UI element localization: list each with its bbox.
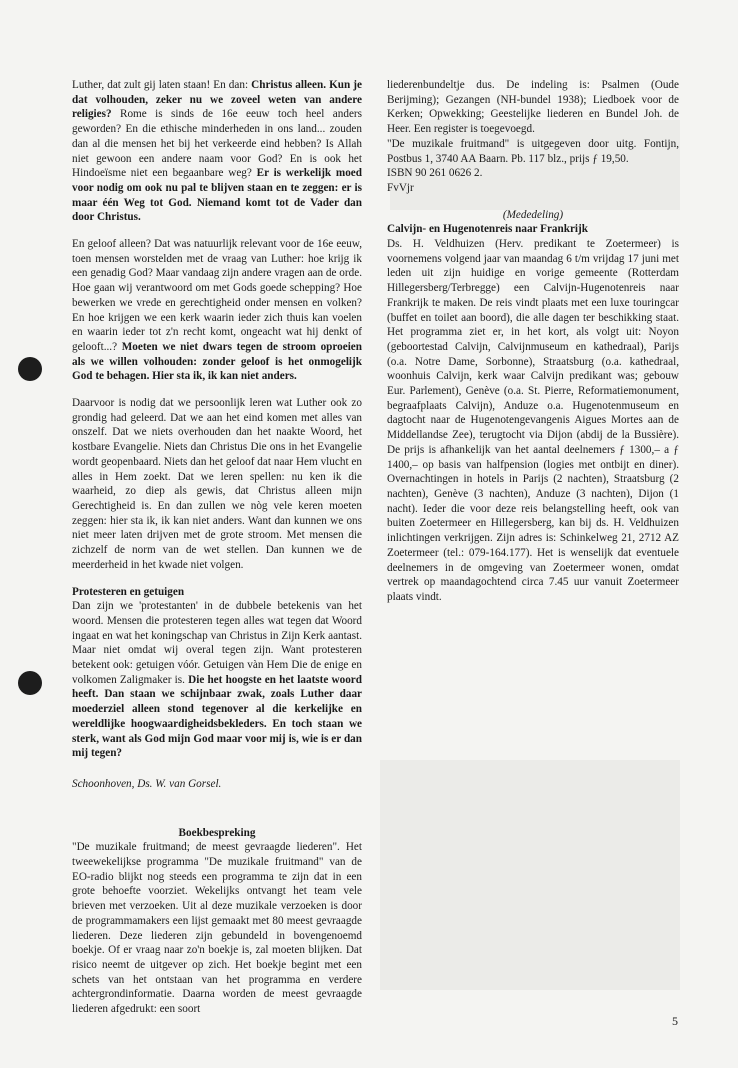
emphasis: Moeten we niet dwars tegen de stroom oproeien als we willen volhouden: zonder geloof is het onmogelijk God te behagen. Hier sta ik, ik kan niet anders. (72, 340, 362, 383)
travel-paragraph: Ds. H. Veldhuizen (Herv. predikant te Zoetermeer) is voornemens volgend jaar van maandag 6 t/m vrijdag 17 juni met leden uit zijn huidige en vorige gemeente (Rotterdam Hillegersberg/Terbregge) een Calvijn-Hugenotenreis naar Frankrijk te maken. De reis vindt plaats met een luxe touringcar (buffet en toilet aan boord), die alle dagen ter beschikking staat. Het programma ziet er, in het kort, als volgt uit: Noyon (geboortestad Calvijn, Calvijnmuseum en kathedraal), Parijs (o.a. Notre Dame, Sorbonne), Straatsburg (o.a. kathedraal, woonhuis Calvijn, kerk waar Calvijn predikant was; gebouw Eur. Parlement), Genève (o.a. St. Pierre, Reformatiemonument, begraafplaats Calvijn), Anduze o.a. Hugenotenmuseum en dagtocht naar de Hugenotengevangenis Aigues Mortes aan de Middellandse Zee), terugtocht via Dijon (abdij de la Bussière). De prijs is afhankelijk van het aantal deelnemers ƒ 1300,– a ƒ 1400,– op basis van halfpension (logies met ontbijt en diner). Overnachtingen in hotels in Parijs (2 nachten), Straatsburg (2 nachten), Genève (3 nachten), Anduze (3 nachten), Dijon (1 nacht). Ieder die voor deze reis belangstelling heeft, ook van buiten Zoetermeer en Hillegersberg, kan bij ds. H. Veldhuizen inlichtingen verkrijgen. Zijn adres is: Schinkelweg 21, 2712 AZ Zoetermeer (tel.: 079-164.177). Het is wenselijk dat eventuele deelnemers in de omgeving van Zoetermeer wonen, omdat vertrek op maandagochtend circa 7.45 uur vanuit Zoetermeer plaats vindt. (387, 238, 679, 603)
bleed-through-bottom (380, 760, 680, 990)
isbn: ISBN 90 261 0626 2. (387, 167, 483, 180)
paragraph-2: En geloof alleen? Dat was natuurlijk relevant voor de 16e eeuw, toen mensen worstelden met de vraag van Luther: hoe krijg ik een genadig God? Maar vandaag zijn andere vragen aan de orde. Hoe gaan wij verantwoord om met Gods goede schepping? Hoe bewerken we vrede en gerechtigheid onder mensen en volken? En hoe krijgen we een kerk waarin ieder zich thuis kan voelen en waarin ieder tot z'n recht komt, ongeacht wat hij denkt of gelooft...? Moeten we niet dwars tegen de stroom oproeien als we willen volhouden: zonder geloof is het onmogelijk God te behagen. Hier sta ik, ik kan niet anders. (72, 238, 362, 383)
emphasis: Die het hoogste en het laatste woord heeft. Dan staan we schijnbaar zwak, zoals Luther daar moederziel alleen stond tegenover al die kerkelijke en wereldlijke hoogwaardigheidsbekleders. En toch staan we sterk, want als God mijn God maar voor mij is, wie is er dan mij tegen? (72, 673, 362, 760)
section-heading-protest: Protesteren en getuigen (72, 585, 185, 598)
paragraph-5: "De muzikale fruitmand; de meest gevraagde liederen". Het tweewekelijkse programma "De muzikale fruitmand" van de EO-radio blijkt nog steeds een programma te zijn dat in een grote behoefte voorziet. Wekelijks ontvangt het team vele brieven met verzoeken. Uit al deze muzikale verzoeken is door de programmamakers een lijst gemaakt met 80 meest gevraagde liederen. Deze liederen zijn gebundeld in bovengenoemd boekje. Of er vraag naar zo'n boekje is, zal moeten blijken. Dat risico neemt de uitgever op zich. Het boekje begint met een schets van het ontstaan van het programma en verdere achtergrondinformatie. Daarna worden de meest gevraagde liederen afgedrukt: een soort (72, 841, 362, 1016)
paragraph-4: Dan zijn we 'protestanten' in de dubbele betekenis van het woord. Mensen die protesteren tegen alles wat tegen dat Woord ingaat en wat het koningschap van Christus in Zijn Kerk aantast. Maar niet omdat wij overal tegen zijn. Want protesteren betekent ook: getuigen vóór. Getuigen vàn Hem Die de enige en volkomen Zaligmaker is. Die het hoogste en het laatste woord heeft. Dan staan we schijnbaar zwak, zoals Luther daar moederziel alleen stond tegenover al die kerkelijke en wereldlijke hoogwaardigheidsbekleders. En toch staan we sterk, want als God mijn God maar voor mij is, wie is er dan mij tegen? (72, 600, 362, 760)
paragraph-1: Luther, dat zult gij laten staan! En dan: Christus alleen. Kun je dat volhouden, zeker nu we zoveel weten van andere religies? Rome is sinds de 16e eeuw toch heel anders geworden? En die ethische minderheden in ons land... zouden dan al die mensen het bij het verkeerde eind hebben? Is Allah niet gewoon een andere naam voor God? En is ook het Hindoeïsme niet een begaanbare weg? Er is werkelijk moed voor nodig om ook nu pal te blijven staan en te zeggen: er is maar één Weg tot God. Niemand komt tot de Vader dan door Christus. (72, 79, 362, 224)
paragraph-3: Daarvoor is nodig dat we persoonlijk leren wat Luther ook zo grondig had geleerd. Dat we aan het eind komen met alles van onszelf. Dat we niets overhouden dan het naakte Woord, het kostbare Evangelie. Niets dan Christus Die ons in het Evangelie wordt geopenbaard. Niets dan het geloof dat naar Hem vlucht en alles in Hem zoekt. Dat we leren spellen: nu ken ik die waarheid, zo diep als gewis, dat Christus alleen mijn Gerechtigheid is. En dan zullen we nòg vele keren moeten zeggen: hier sta ik, ik kan niet anders. Want dan kunnen we ons niet meer laten drijven met de grote stroom. Met mensen die zichzelf de norm van de wet stellen. Dan kunnen we de meerderheid in het kwade niet volgen. (72, 397, 362, 571)
author-signature: Schoonhoven, Ds. W. van Gorsel. (72, 777, 222, 790)
left-column (72, 78, 362, 1017)
punch-hole-top (18, 357, 42, 381)
emphasis: Er is werkelijk moed voor nodig om ook nu pal te blijven staan en te zeggen: er is maar één Weg tot God. Niemand komt tot de Vader dan door Christus. (72, 167, 362, 224)
publisher-info: "De muzikale fruitmand" is uitgegeven door uitg. Fontijn, Postbus 1, 3740 AA Baarn. Pb. 117 blz., prijs ƒ 19,50. (387, 137, 679, 165)
section-heading-boekbespreking: Boekbespreking (178, 826, 256, 839)
reviewer-initials: FvVjr (387, 181, 414, 194)
right-column (387, 78, 679, 605)
section-heading-reis: Calvijn- en Hugenotenreis naar Frankrijk (387, 223, 588, 236)
book-contents: liederenbundeltje dus. De indeling is: Psalmen (Oude Berijming); Gezangen (NH-bundel 1938); Liedboek voor de Kerken; Opwekking; Geestelijke liederen en Bundel Joh. de Heer. Een register is toegevoegd. (387, 79, 679, 136)
announcement-label: (Mededeling) (502, 208, 564, 221)
emphasis: Christus alleen. Kun je dat volhouden, zeker nu we zoveel weten van andere religies? (72, 79, 362, 121)
page-number: 5 (672, 1014, 678, 1028)
punch-hole-bottom (18, 671, 42, 695)
